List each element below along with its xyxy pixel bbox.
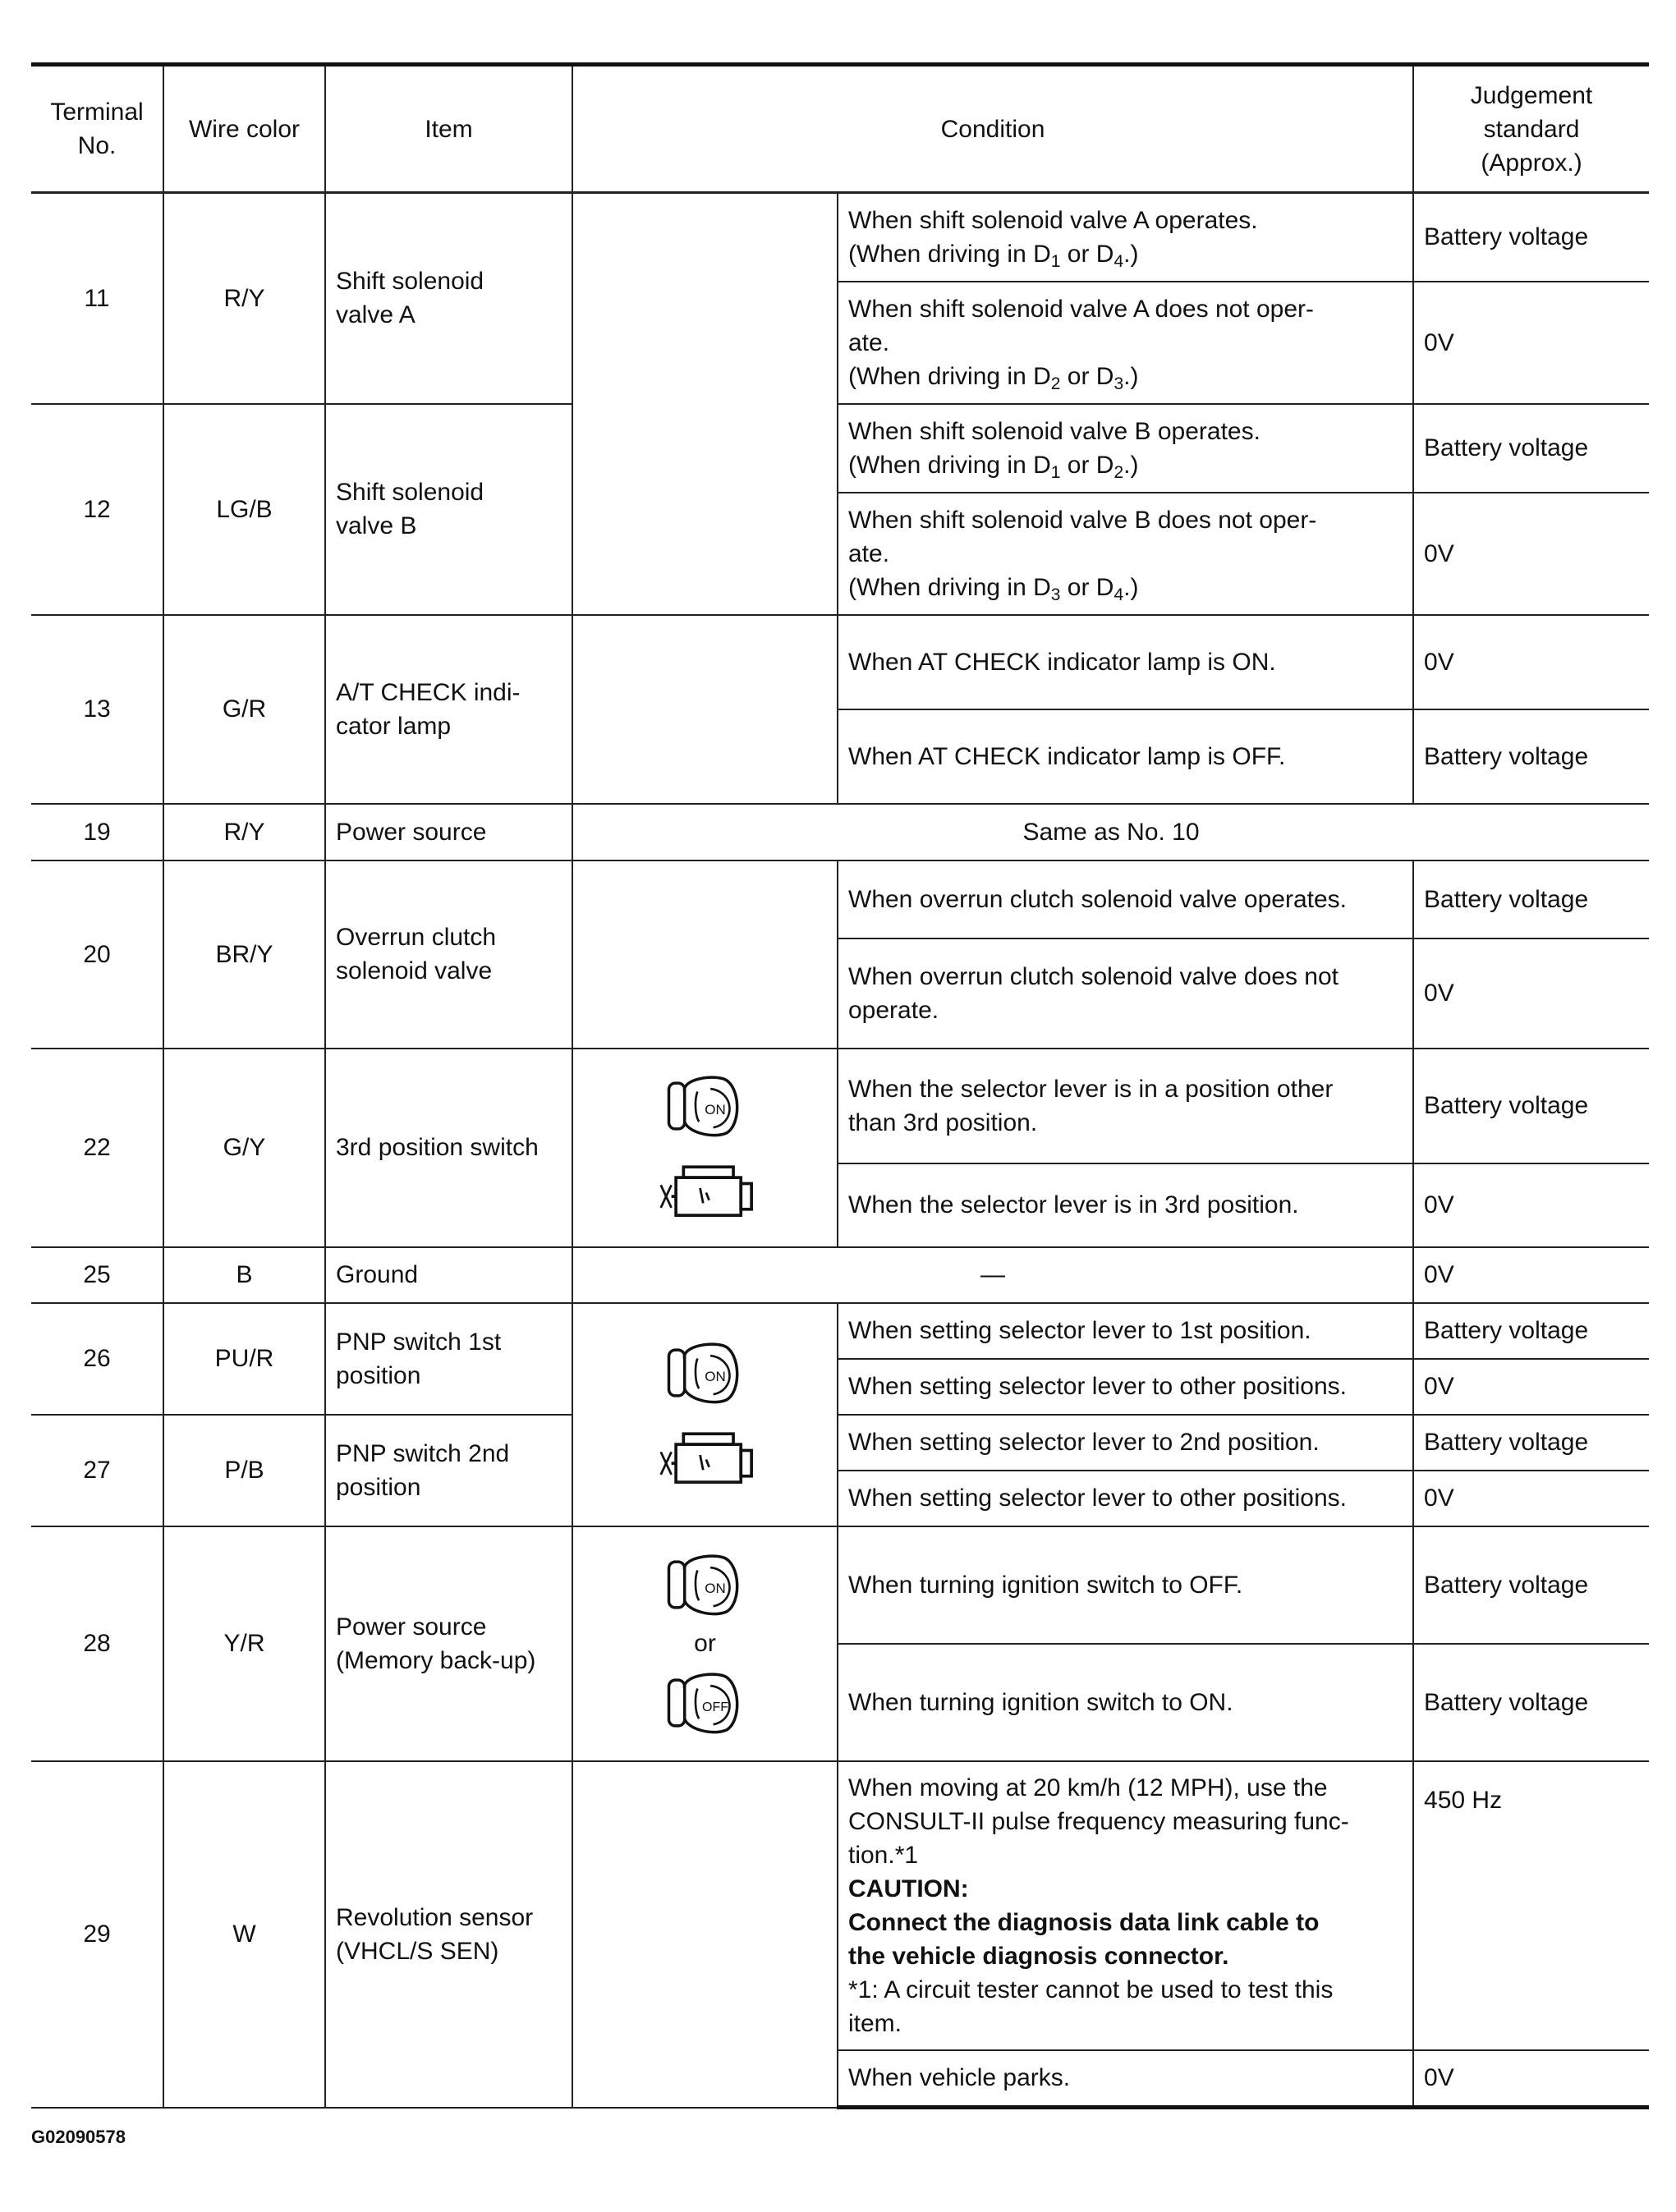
wire-color: P/B xyxy=(163,1415,325,1526)
condition-text: When shift solenoid valve B operates. (When driving in $D_1$ or $D_2$.) xyxy=(838,404,1413,493)
condition-text: When the selector lever is in a position other than 3rd position. xyxy=(838,1049,1413,1163)
terminal-no: 19 xyxy=(31,804,163,860)
wire-color: R/Y xyxy=(163,804,325,860)
svg-text:ON: ON xyxy=(704,1368,726,1384)
terminal-no: 29 xyxy=(31,1761,163,2108)
table-row xyxy=(31,1761,1649,2050)
table-row xyxy=(31,1247,1649,1303)
wire-color: G/R xyxy=(163,615,325,804)
caution-heading: CAUTION: xyxy=(848,1875,969,1902)
condition-text: Same as No. 10 xyxy=(572,804,1649,860)
table-row xyxy=(31,1526,1649,1644)
icon-cell-empty xyxy=(572,860,838,1049)
icon-cell xyxy=(572,1526,838,1761)
condition-text: — xyxy=(572,1247,1413,1303)
wire-color: LG/B xyxy=(163,404,325,615)
terminal-spec-table xyxy=(31,62,1649,2109)
condition-text: When vehicle parks. xyxy=(838,2050,1413,2108)
item-name: Revolution sensor (VHCL/S SEN) xyxy=(325,1761,572,2108)
engine-running-icon xyxy=(656,1150,755,1226)
table-row xyxy=(31,1049,1649,1163)
judgement-value: Battery voltage xyxy=(1413,1644,1649,1761)
wire-color: G/Y xyxy=(163,1049,325,1247)
ignition-on-icon xyxy=(666,1337,745,1409)
table-row xyxy=(31,1415,1649,1471)
item-name: Ground xyxy=(325,1247,572,1303)
condition-text: When setting selector lever to 1st position. xyxy=(838,1303,1413,1359)
condition-text: When shift solenoid valve B does not oper- ate. (When driving in $D_3$ or $D_4$.) xyxy=(838,493,1413,615)
judgement-value: 0V xyxy=(1413,282,1649,404)
condition-text: When the selector lever is in 3rd position. xyxy=(838,1163,1413,1247)
svg-text:ON: ON xyxy=(704,1101,726,1117)
condition-text: When setting selector lever to other positions. xyxy=(838,1471,1413,1526)
judgement-value: 0V xyxy=(1413,493,1649,615)
condition-text: When AT CHECK indicator lamp is OFF. xyxy=(838,709,1413,804)
table-row xyxy=(31,1303,1649,1359)
terminal-no: 28 xyxy=(31,1526,163,1761)
wire-color: W xyxy=(163,1761,325,2108)
item-name: A/T CHECK indi- cator lamp xyxy=(325,615,572,804)
terminal-no: 12 xyxy=(31,404,163,615)
terminal-no: 11 xyxy=(31,193,163,404)
judgement-value: 0V xyxy=(1413,938,1649,1049)
table-row xyxy=(31,804,1649,860)
judgement-value: Battery voltage xyxy=(1413,1415,1649,1471)
condition-text: When setting selector lever to other positions. xyxy=(838,1359,1413,1415)
item-name: Power source (Memory back-up) xyxy=(325,1526,572,1761)
judgement-value: 450 Hz xyxy=(1413,1761,1649,2050)
terminal-no: 25 xyxy=(31,1247,163,1303)
condition-text: When turning ignition switch to ON. xyxy=(838,1644,1413,1761)
judgement-value: 0V xyxy=(1413,1247,1649,1303)
judgement-value: 0V xyxy=(1413,2050,1649,2108)
condition-text: When shift solenoid valve A does not oper- ate. (When driving in $D_2$ or $D_3$.) xyxy=(838,282,1413,404)
table-row xyxy=(31,193,1649,282)
table-row xyxy=(31,615,1649,709)
icon-cell-empty xyxy=(572,1761,838,2108)
judgement-value: Battery voltage xyxy=(1413,860,1649,938)
item-name: 3rd position switch xyxy=(325,1049,572,1247)
table-header-row xyxy=(31,65,1649,193)
header-condition: Condition xyxy=(572,65,1413,193)
item-name: Shift solenoid valve A xyxy=(325,193,572,404)
header-terminal-no: Terminal No. xyxy=(31,65,163,193)
icon-cell-empty xyxy=(572,193,838,615)
item-name: Shift solenoid valve B xyxy=(325,404,572,615)
icon-cell xyxy=(572,1049,838,1247)
figure-id: G02090578 xyxy=(31,2127,126,2147)
judgement-value: Battery voltage xyxy=(1413,1303,1649,1359)
header-judgement: Judgement standard (Approx.) xyxy=(1413,65,1649,193)
wire-color: PU/R xyxy=(163,1303,325,1415)
icon-cell xyxy=(572,1303,838,1526)
item-name: PNP switch 1st position xyxy=(325,1303,572,1415)
judgement-value: 0V xyxy=(1413,1359,1649,1415)
judgement-value: 0V xyxy=(1413,1471,1649,1526)
svg-text:ON: ON xyxy=(704,1580,726,1596)
judgement-value: 0V xyxy=(1413,615,1649,709)
condition-text: When shift solenoid valve A operates. (When driving in $D_1$ or $D_4$.) xyxy=(838,193,1413,282)
judgement-value: 0V xyxy=(1413,1163,1649,1247)
header-wire-color: Wire color xyxy=(163,65,325,193)
terminal-no: 20 xyxy=(31,860,163,1049)
wire-color: B xyxy=(163,1247,325,1303)
table-row xyxy=(31,860,1649,938)
wire-color: BR/Y xyxy=(163,860,325,1049)
judgement-value: Battery voltage xyxy=(1413,404,1649,493)
ignition-on-icon xyxy=(666,1549,745,1621)
item-name: Overrun clutch solenoid valve xyxy=(325,860,572,1049)
engine-running-icon xyxy=(656,1417,755,1493)
item-name: PNP switch 2nd position xyxy=(325,1415,572,1526)
condition-text: When turning ignition switch to OFF. xyxy=(838,1526,1413,1644)
terminal-no: 13 xyxy=(31,615,163,804)
wire-color: Y/R xyxy=(163,1526,325,1761)
header-item: Item xyxy=(325,65,572,193)
terminal-no: 26 xyxy=(31,1303,163,1415)
judgement-value: Battery voltage xyxy=(1413,193,1649,282)
terminal-no: 22 xyxy=(31,1049,163,1247)
judgement-value: Battery voltage xyxy=(1413,1049,1649,1163)
svg-text:OFF: OFF xyxy=(701,1700,728,1714)
ignition-off-icon xyxy=(666,1667,745,1739)
judgement-value: Battery voltage xyxy=(1413,709,1649,804)
judgement-value: Battery voltage xyxy=(1413,1526,1649,1644)
or-label: or xyxy=(694,1629,716,1657)
icon-cell-empty xyxy=(572,615,838,804)
table-row xyxy=(31,404,1649,493)
condition-text: When overrun clutch solenoid valve operates. xyxy=(838,860,1413,938)
wire-color: R/Y xyxy=(163,193,325,404)
terminal-no: 27 xyxy=(31,1415,163,1526)
condition-text: When AT CHECK indicator lamp is ON. xyxy=(838,615,1413,709)
item-name: Power source xyxy=(325,804,572,860)
condition-text: When overrun clutch solenoid valve does not operate. xyxy=(838,938,1413,1049)
ignition-on-icon xyxy=(666,1070,745,1142)
condition-text: When setting selector lever to 2nd position. xyxy=(838,1415,1413,1471)
condition-text: When moving at 20 km/h (12 MPH), use the CONSULT-II pulse frequency measuring func- tion.*1 CAUTION: Connect the diagnosis data link cable to the vehicle diagnosis connector. *1: A circuit tester cannot be used to test this item. xyxy=(838,1761,1413,2050)
